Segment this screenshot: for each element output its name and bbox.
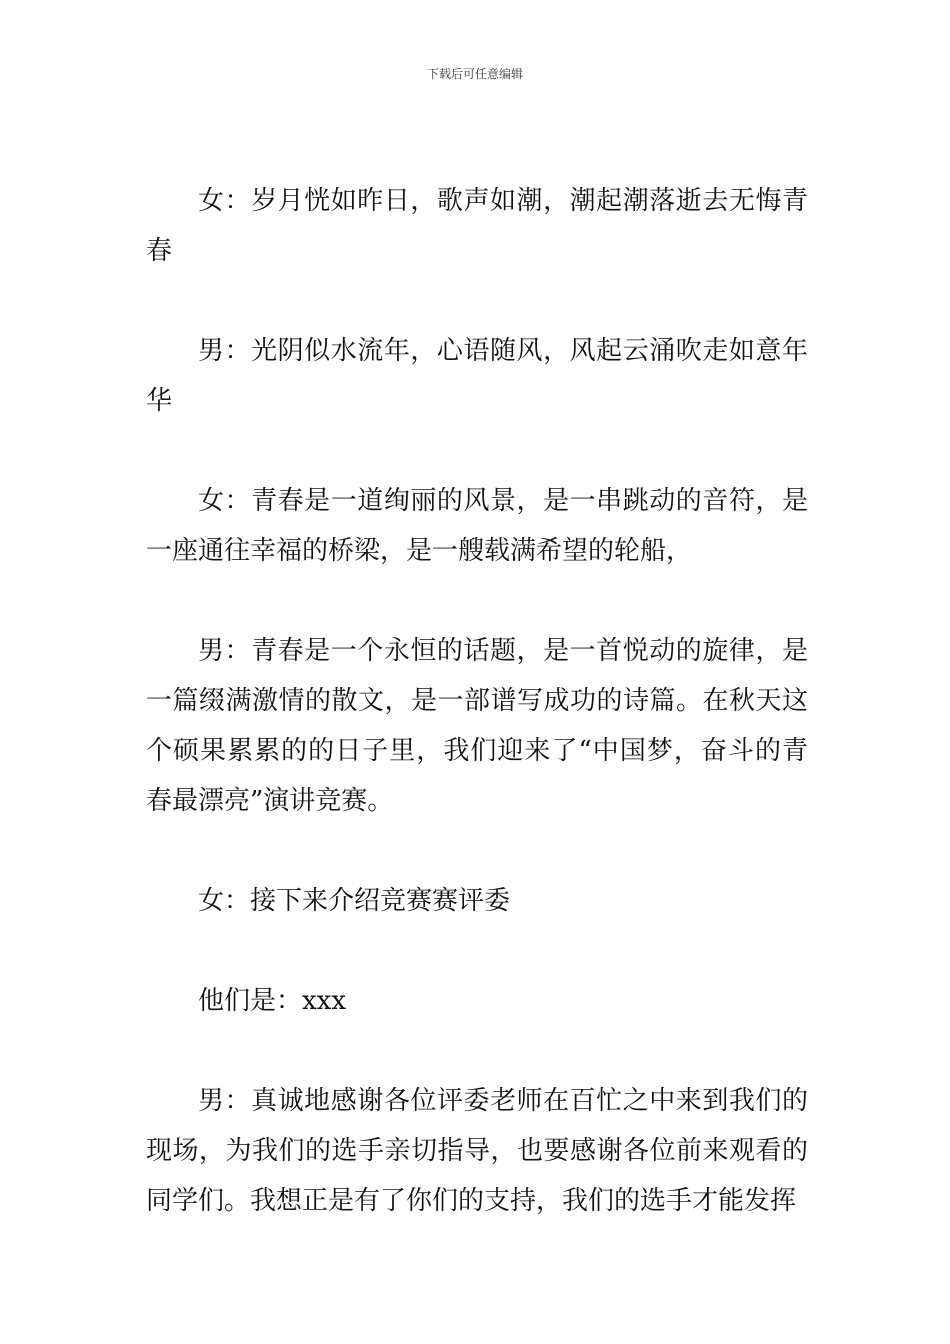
paragraph-male-thanks: 男：真诚地感谢各位评委老师在百忙之中来到我们的现场，为我们的选手亲切指导，也要感谢各位前来观看的同学们。我想正是有了你们的支持，我们的选手才能发挥 bbox=[146, 1086, 808, 1216]
paragraph-female-opening: 女：岁月恍如昨日，歌声如潮，潮起潮落逝去无悔青春 bbox=[146, 186, 808, 266]
paragraph-male-opening: 男：光阴似水流年，心语随风，风起云涌吹走如意年华 bbox=[146, 336, 808, 416]
paragraph-female-youth: 女：青春是一道绚丽的风景，是一串跳动的音符，是一座通往幸福的桥梁，是一艘载满希望的轮船， bbox=[146, 486, 808, 566]
paragraph-male-youth: 男：青春是一个永恒的话题，是一首悦动的旋律，是一篇缀满激情的散文，是一部谱写成功的诗篇。在秋天这个硕果累累的的日子里，我们迎来了“中国梦，奋斗的青春最漂亮”演讲竞赛。 bbox=[146, 636, 808, 816]
paragraph-judges-list: 他们是：xxx bbox=[198, 986, 346, 1016]
document-body bbox=[146, 176, 808, 1276]
paragraph-female-judges-intro: 女：接下来介绍竞赛赛评委 bbox=[198, 886, 511, 916]
page-header-note: 下载后可任意编辑 bbox=[426, 67, 523, 81]
